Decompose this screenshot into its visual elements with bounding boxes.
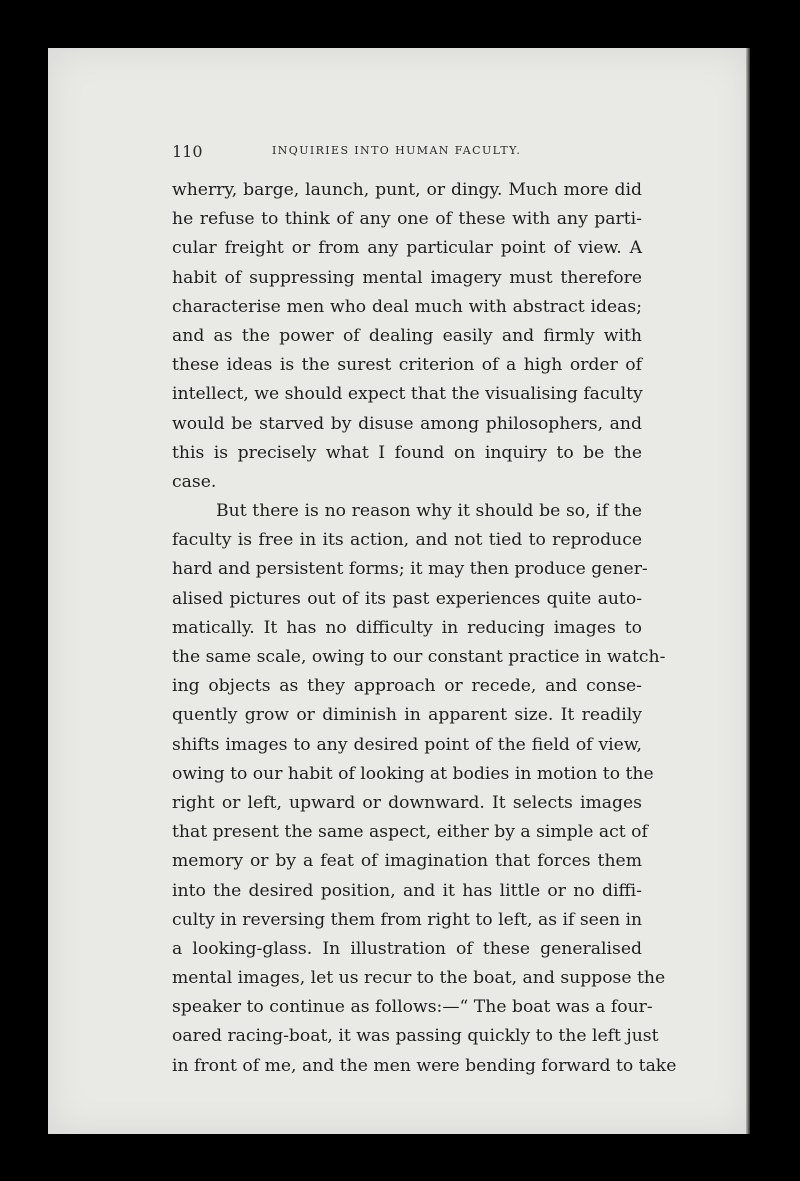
page-number: 110 bbox=[172, 142, 203, 161]
text-line: in front of me, and the men were bending forward to take bbox=[172, 1055, 677, 1076]
text-line: intellect, we should expect that the visualising faculty bbox=[172, 384, 643, 405]
running-head bbox=[172, 142, 558, 164]
text-line: and as the power of dealing easily and firmly with bbox=[172, 325, 642, 346]
text-line: right or left, upward or downward. It selects images bbox=[172, 792, 642, 813]
text-line: he refuse to think of any one of these with any parti- bbox=[172, 209, 642, 230]
text-line: faculty is free in its action, and not tied to reproduce bbox=[172, 530, 642, 551]
text-line: would be starved by disuse among philosophers, and bbox=[172, 413, 642, 434]
text-line: matically. It has no difficulty in reducing images to bbox=[172, 617, 642, 638]
text-line: shifts images to any desired point of the field of view, bbox=[172, 734, 642, 755]
text-line: into the desired position, and it has little or no diffi- bbox=[172, 880, 642, 901]
text-line: characterise men who deal much with abstract ideas; bbox=[172, 296, 642, 317]
text-line: these ideas is the surest criterion of a high order of bbox=[172, 355, 642, 376]
paragraph-end-line: case. bbox=[172, 471, 217, 492]
running-title: INQUIRIES INTO HUMAN FACULTY. bbox=[272, 144, 522, 157]
text-line: speaker to continue as follows:—“ The boat was a four- bbox=[172, 997, 653, 1018]
text-line: a looking-glass. In illustration of these generalised bbox=[172, 938, 642, 959]
paragraph-start-line: But there is no reason why it should be so, if the bbox=[216, 501, 642, 522]
text-line: that present the same aspect, either by a simple act of bbox=[172, 822, 648, 843]
text-line: cular freight or from any particular point of view. A bbox=[172, 238, 642, 259]
text-line: hard and persistent forms; it may then produce gener- bbox=[172, 559, 648, 580]
text-line: oared racing-boat, it was passing quickly to the left just bbox=[172, 1026, 659, 1047]
text-line: ing objects as they approach or recede, and conse- bbox=[172, 676, 642, 697]
text-line: mental images, let us recur to the boat, and suppose the bbox=[172, 968, 666, 989]
page-edge bbox=[746, 48, 750, 1134]
text-line: wherry, barge, launch, punt, or dingy. Much more did bbox=[172, 180, 642, 200]
text-line: owing to our habit of looking at bodies in motion to the bbox=[172, 763, 654, 784]
text-line: this is precisely what I found on inquiry to be the bbox=[172, 442, 642, 463]
text-line: alised pictures out of its past experiences quite auto- bbox=[172, 588, 642, 609]
text-line: memory or by a feat of imagination that forces them bbox=[172, 851, 642, 872]
text-line: culty in reversing them from right to left, as if seen in bbox=[172, 909, 643, 930]
text-line: quently grow or diminish in apparent size. It readily bbox=[172, 705, 642, 726]
text-line: the same scale, owing to our constant practice in watch- bbox=[172, 647, 666, 667]
text-line: habit of suppressing mental imagery must therefore bbox=[172, 267, 642, 288]
body-text bbox=[172, 176, 677, 1081]
